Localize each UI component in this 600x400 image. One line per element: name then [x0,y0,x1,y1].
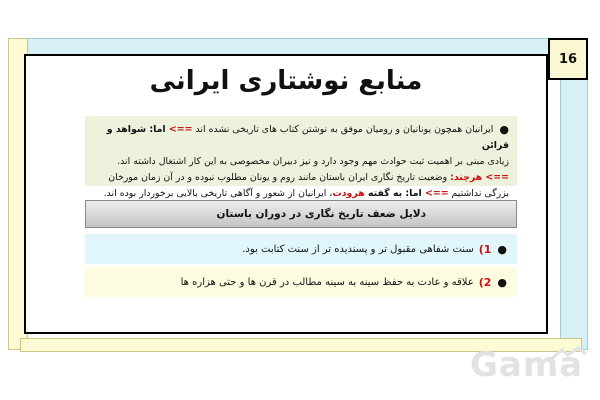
frame-band-right [560,56,588,350]
page-number: 16 [548,38,588,80]
reason-text: سنت شفاهی مقبول تر و پسندیده تر از سنت کتابت بود. [242,243,474,255]
intro-line2: زیادی مبنی بر اهمیت ثبت حوادث مهم وجود دارد و نیز دبیران مخصوصی به این کار اشتغال داشته اند. [117,156,509,167]
reasons-header: دلایل ضعف تاریخ نگاری در دوران باستان [85,200,517,228]
reason-number: 2) [478,275,492,289]
bullet-icon: ● [497,242,507,256]
reason-number: 1) [478,242,492,256]
reason-item-1 [85,234,517,264]
reason-item-2 [85,267,517,297]
slide-title: منابع نوشتاری ایرانی [149,66,423,96]
intro-line4: بزرگی نداشتیم ==> اما: به گفته هرودت، ایرانیان از شعور و آگاهی تاریخی بالایی برخوردار بوده اند. [103,188,509,199]
intro-line3: ==> هرچند: وضعیت تاریخ نگاری ایران باستان مانند روم و یونان مطلوب نبوده و در آن زمان مورخان [108,172,509,183]
intro-box [85,116,517,199]
watermark-logo: Gama [470,345,584,385]
watermark-icon [548,346,588,362]
reason-text: علاقه و عادت به حفظ سینه به سینه مطالب در قرن ها و حتی هزاره ها [180,276,474,288]
bullet-icon: ● [499,123,509,136]
intro-line1: ایرانیان همچون یونانیان و رومیان موفق به نوشتن کتاب های تاریخی نشده اند ==> اما: شواهد و قرائن [106,124,509,151]
bullet-icon: ● [497,275,507,289]
